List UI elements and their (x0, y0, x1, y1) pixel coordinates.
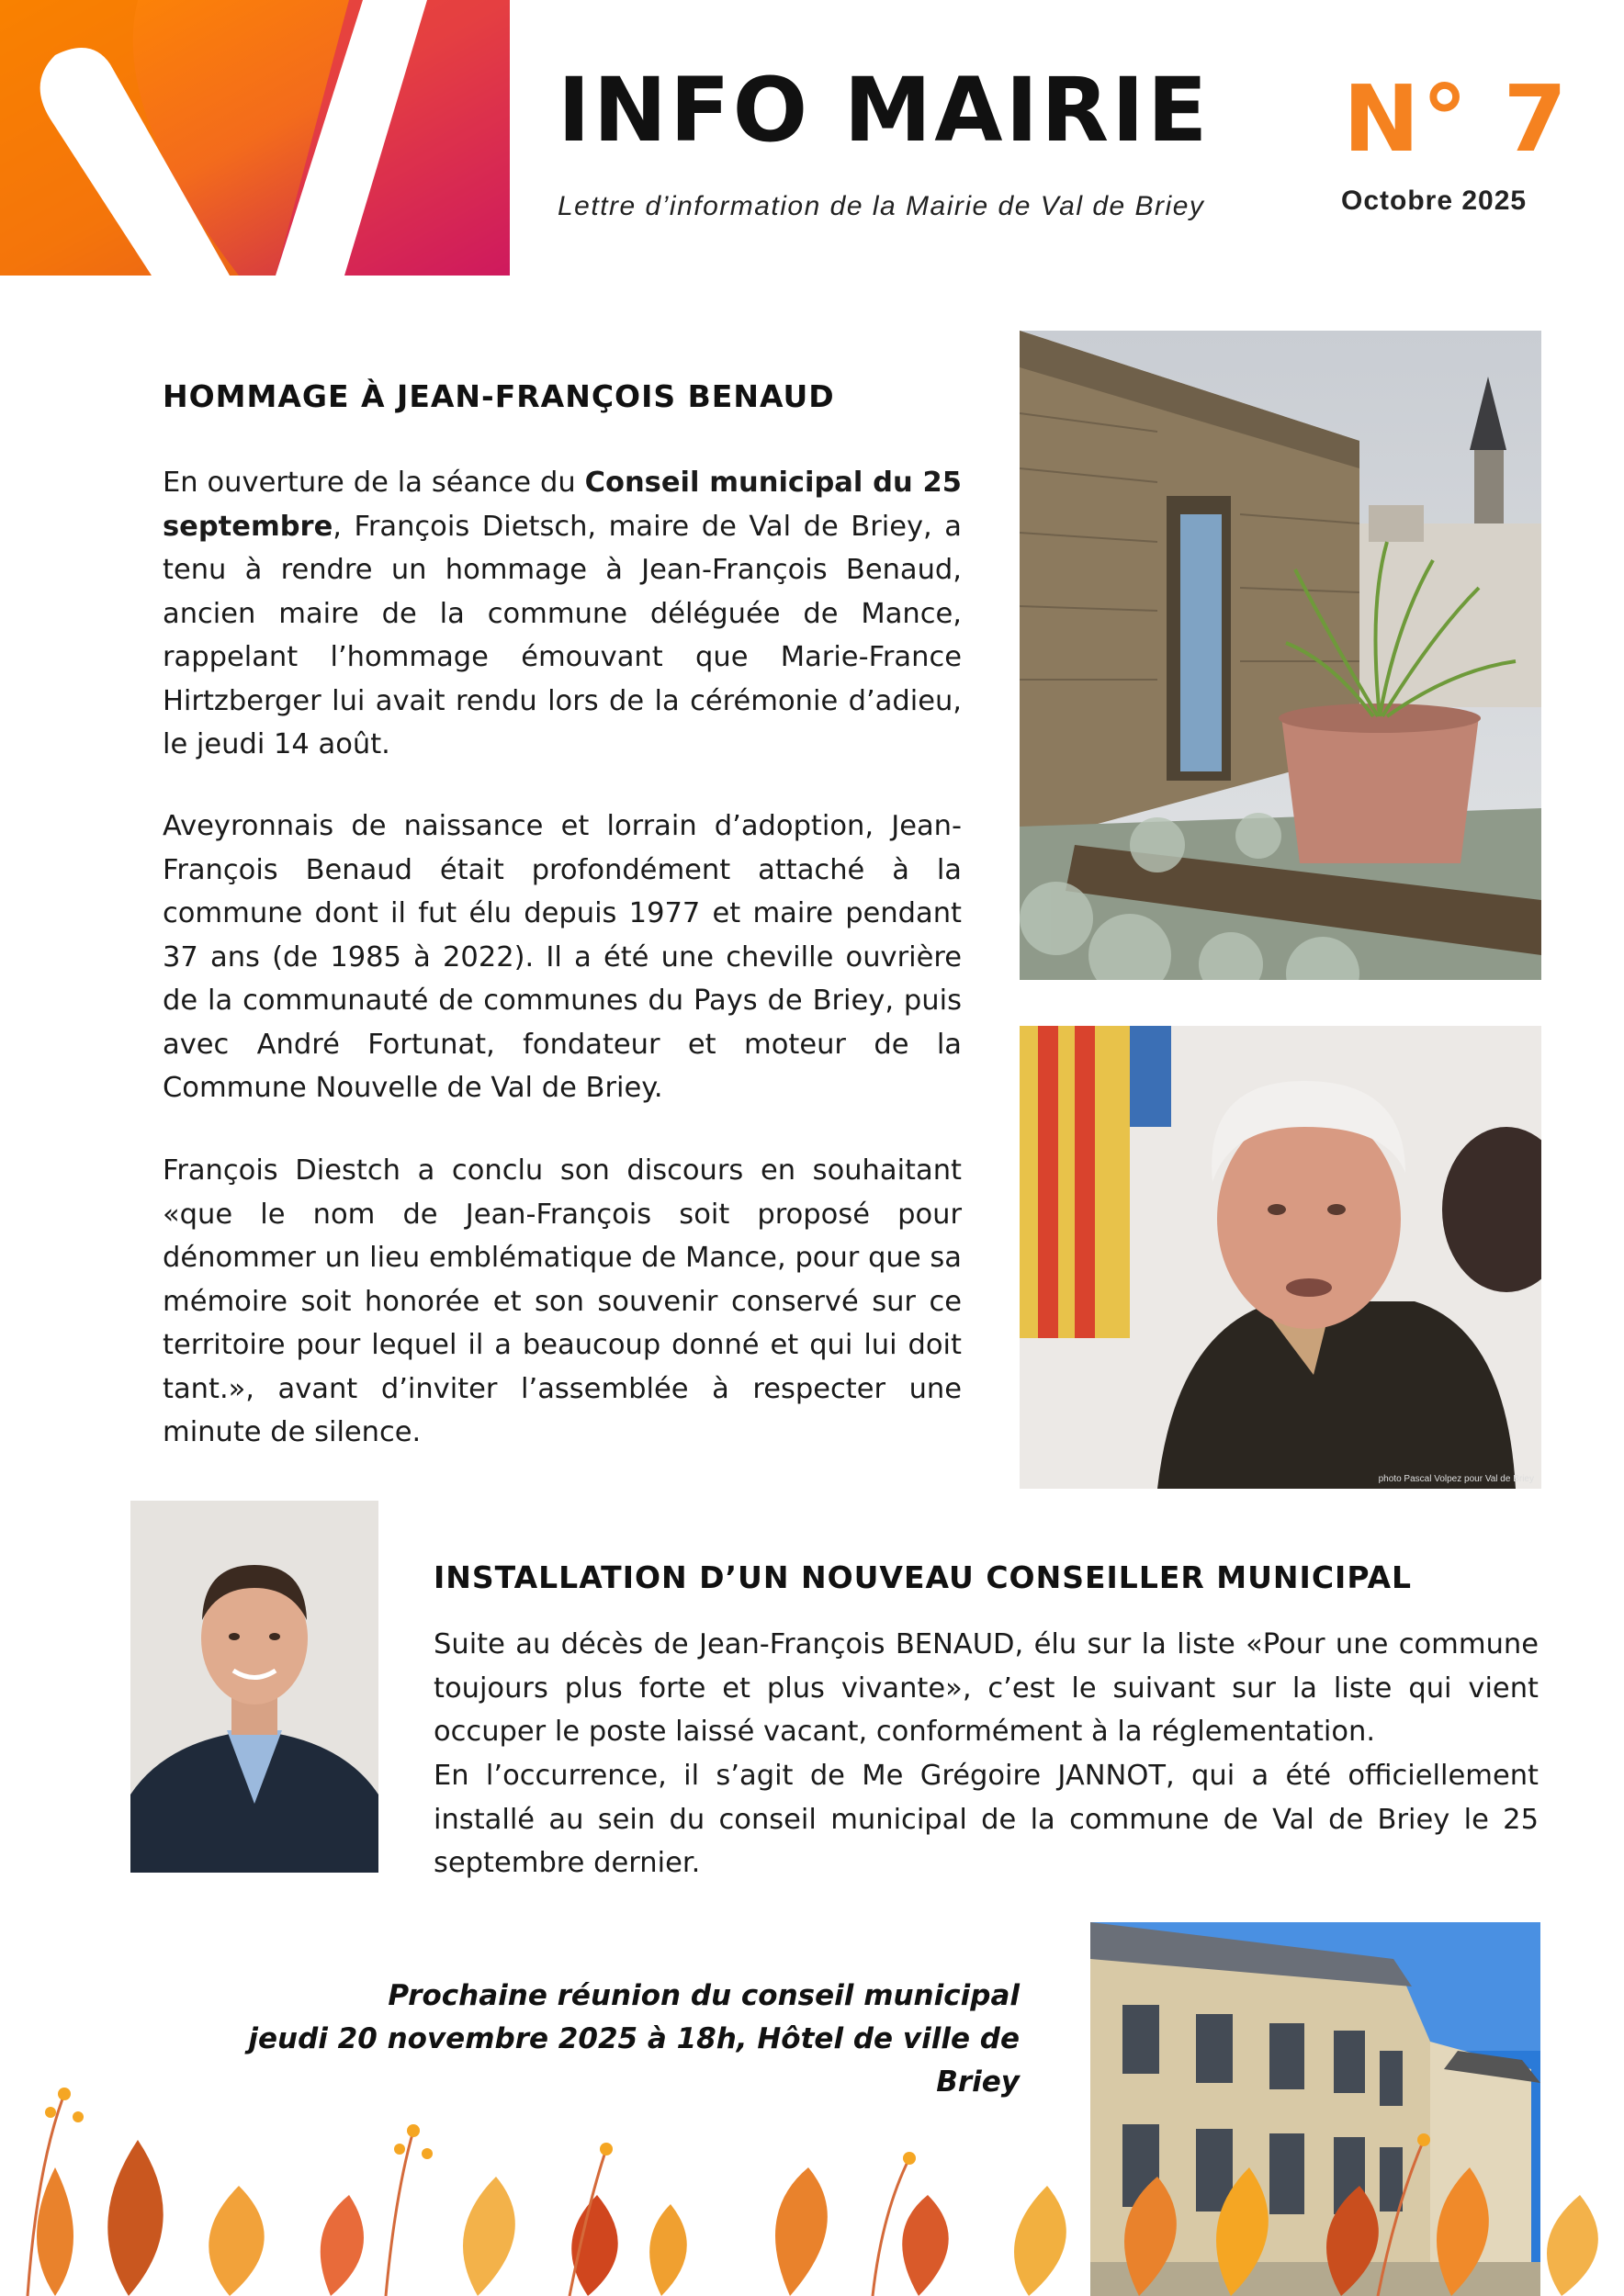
article2-paragraph-1: Suite au décès de Jean-François BENAUD, élu sur la liste «Pour une commune toujours plus forte et plus vivante», c’est le suivant sur la liste qui vient occuper le poste laissé vacant, conformément à la réglementation. (434, 1628, 1539, 1748)
next-meeting-line2: jeudi 20 novembre 2025 à 18h, Hôtel de ville de Briey (248, 2022, 1020, 2099)
article2-heading: INSTALLATION D’UN NOUVEAU CONSEILLER MUNICIPAL (434, 1559, 1413, 1595)
photo-jean-francois-benaud (1020, 1026, 1541, 1489)
photo-stone-house (1020, 331, 1541, 980)
photo-gregoire-jannot (130, 1501, 378, 1873)
issue-number: N° 7 (1343, 65, 1570, 173)
issue-date: Octobre 2025 (1341, 186, 1528, 216)
newsletter-subtitle: Lettre d’information de la Mairie de Val de Briey (558, 191, 1205, 221)
photo-credit: photo Pascal Volpez pour Val de Briey (1378, 1474, 1534, 1484)
article1-paragraph-3: François Diestch a conclu son discours en souhaitant «que le nom de Jean-François soit proposé pour dénommer un lieu emblématique de Mance, pour que sa mémoire soit honorée et son souvenir conservé sur ce territoire pour lequel il a beaucoup donné et qui lui doit tant.», avant d’inviter l’assemblée à respecter une minute de silence. (163, 1154, 962, 1448)
article2-paragraph-2: En l’occurrence, il s’agit de Me Grégoire JANNOT, qui a été officiellement installé au sein du conseil municipal de la commune de Val de Briey le 25 septembre dernier. (434, 1760, 1539, 1879)
val-de-briey-logo (0, 0, 510, 276)
article1-heading: HOMMAGE À JEAN-FRANÇOIS BENAUD (163, 378, 835, 414)
article1-paragraph-2: Aveyronnais de naissance et lorrain d’adoption, Jean-François Benaud était profondément attaché à la commune dont il fut élu depuis 1977 et maire pendant 37 ans (de 1985 à 2022). Il a été une cheville ouvrière de la communauté de communes du Pays de Briey, puis avec André Fortunat, fondateur et moteur de la Commune Nouvelle de Val de Briey. (163, 810, 962, 1104)
autumn-leaves-decoration (0, 2057, 1624, 2296)
newsletter-title: INFO MAIRIE (558, 59, 1211, 162)
article1-paragraph-1: En ouverture de la séance du Conseil municipal du 25 septembre, François Dietsch, maire de Val de Briey, a tenu à rendre un hommage à Jean-François Benaud, ancien maire de la commune déléguée de Mance, rappelant l’hommage émouvant que Marie-France Hirtzberger lui avait rendu lors de la cérémonie d’adieu, le jeudi 14 août. (163, 467, 963, 760)
next-meeting-line1: Prochaine réunion du conseil municipal (388, 1979, 1020, 2012)
